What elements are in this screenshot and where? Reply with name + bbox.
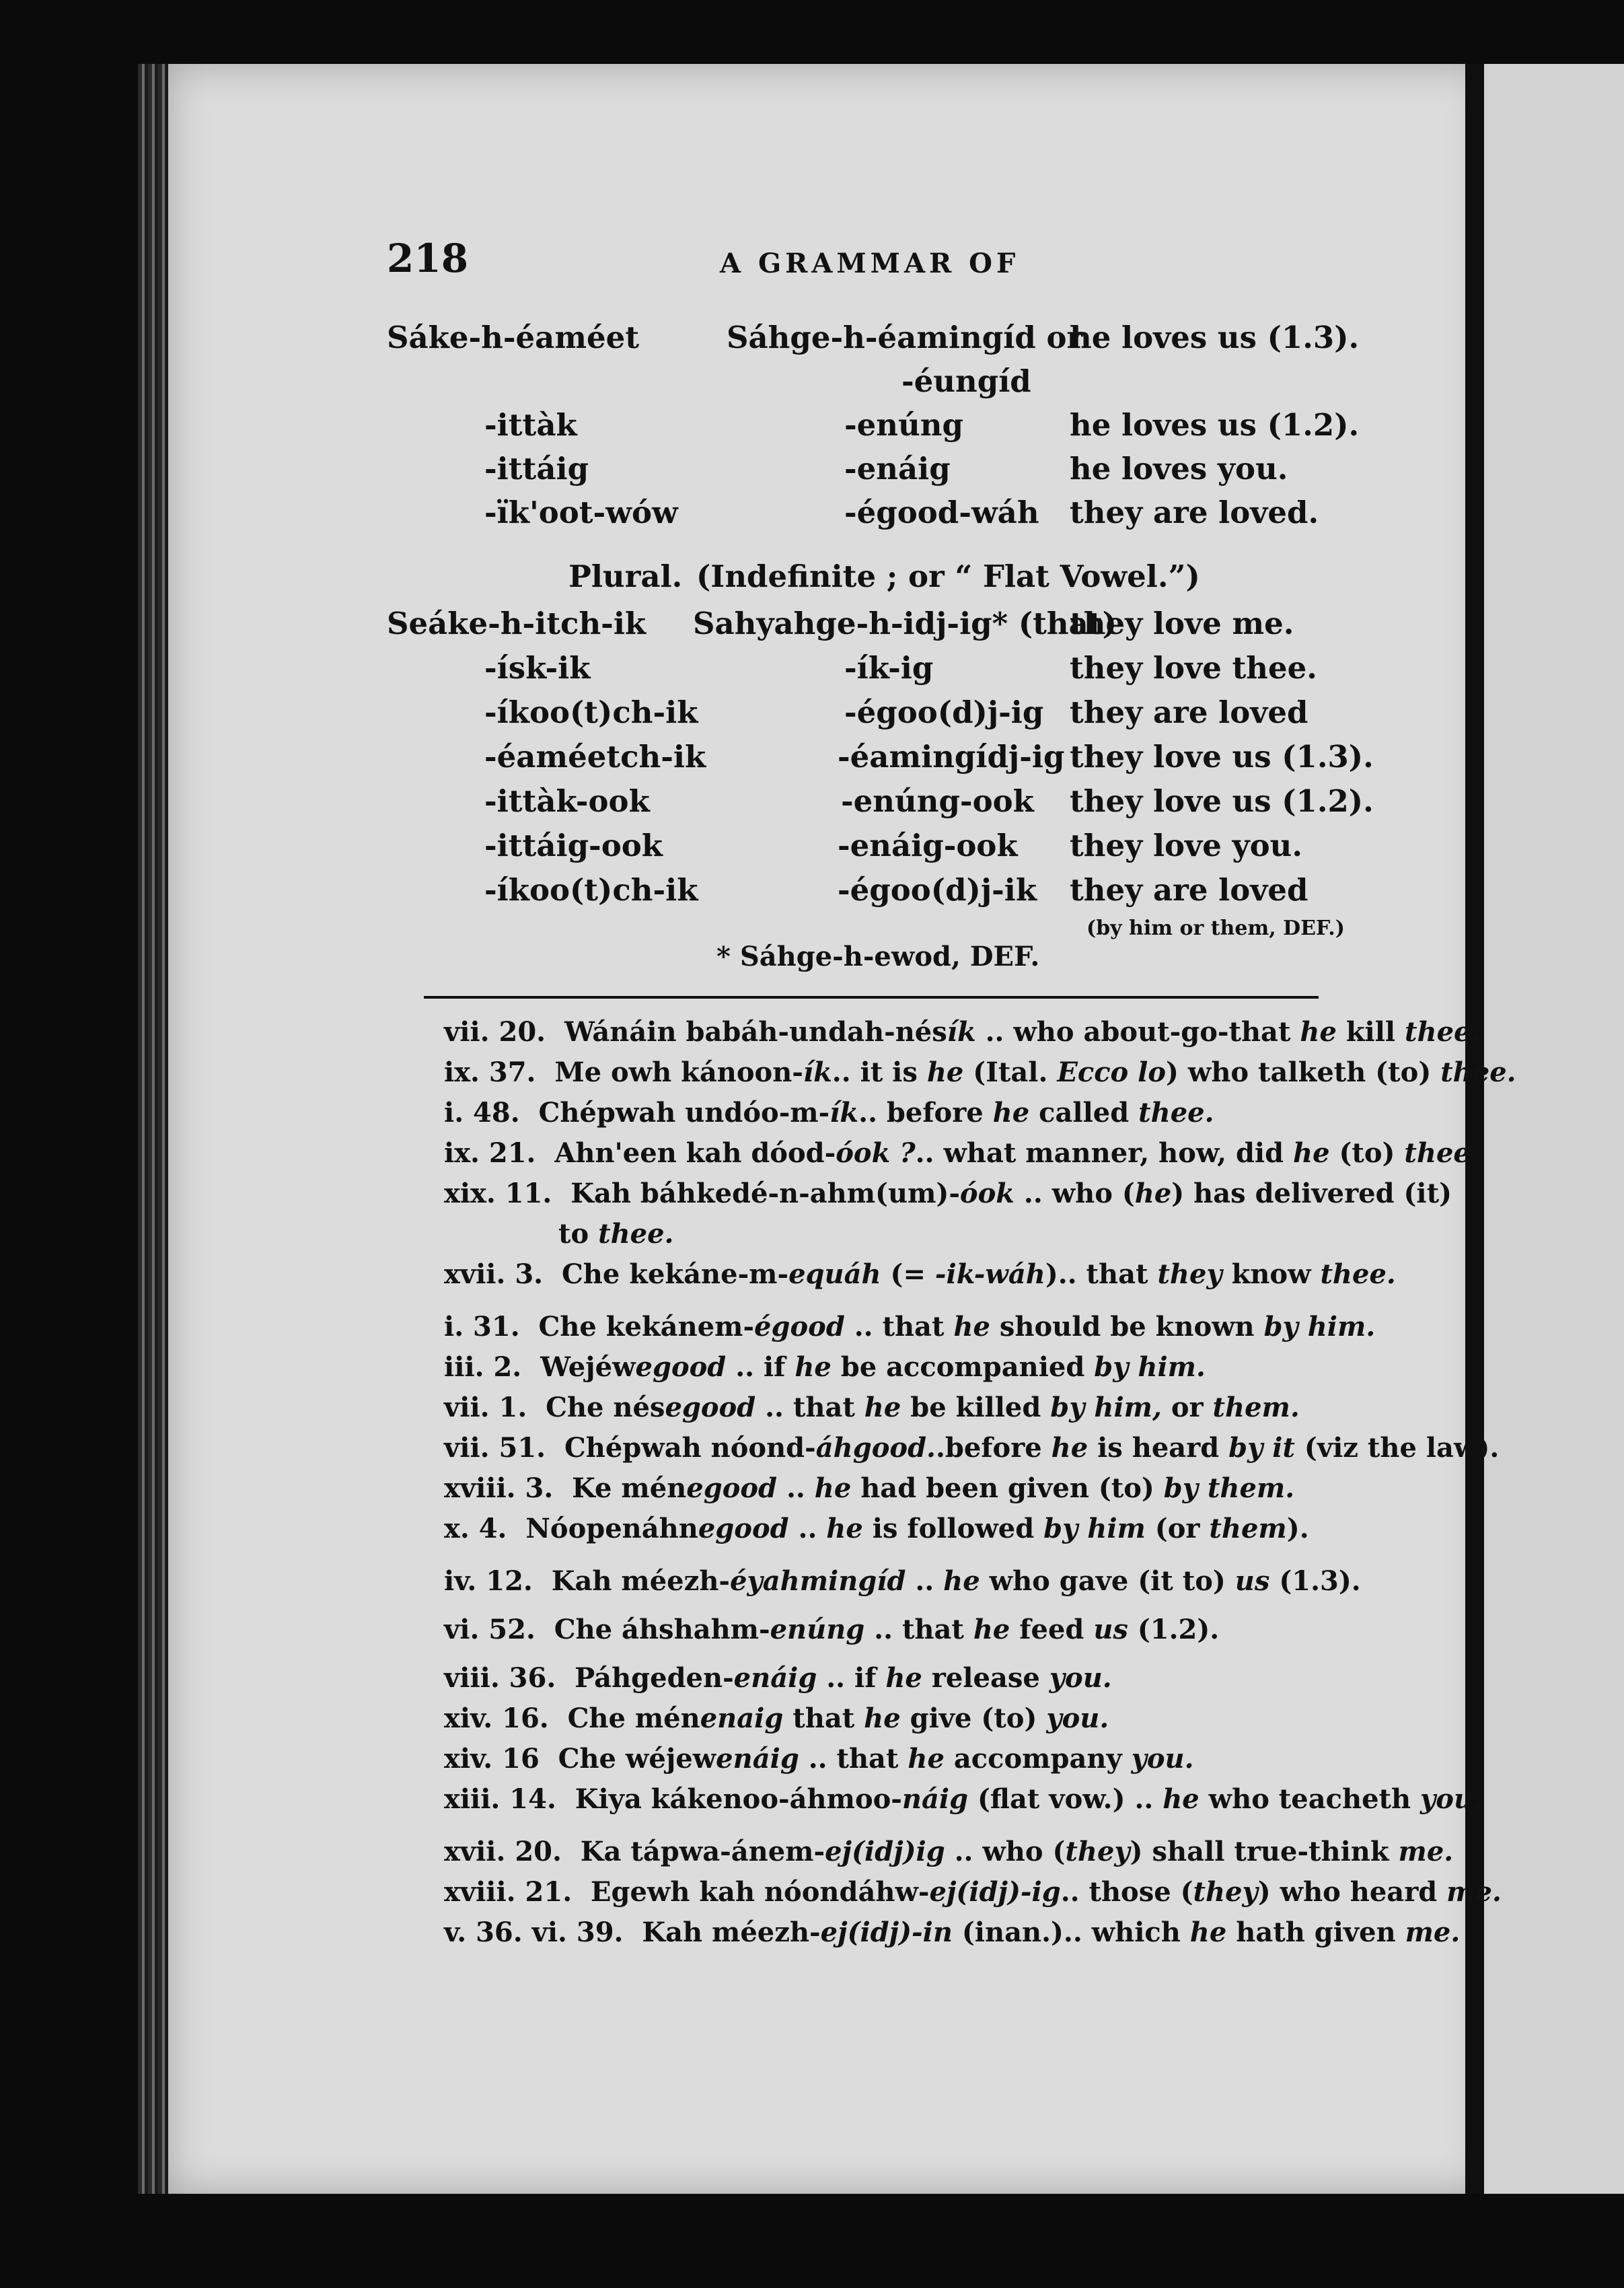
table1-cell: -ïk'oot-wów xyxy=(484,495,678,530)
table1-cell: -ittáig xyxy=(484,451,589,487)
table2-cell: they love me. xyxy=(1070,606,1294,641)
table2-cell: -íkoo(t)ch-ik xyxy=(484,694,698,730)
example-line: to thee. xyxy=(558,1218,674,1250)
table2-cell: -ittàk-ook xyxy=(484,783,650,819)
example-line: ix. 37. Me owh kánoon-ík.. it is he (Ital. Ecco lo) who talketh (to) thee. xyxy=(444,1057,1516,1088)
example-line: iv. 12. Kah méezh-éyahmingíd .. he who gave (it to) us (1.3). xyxy=(444,1565,1361,1597)
example-line: xiii. 14. Kiya kákenoo-áhmoo-náig (flat vow.) .. he who teacheth you. xyxy=(444,1783,1483,1815)
table1-cell: -égood-wáh xyxy=(844,495,1039,530)
table2-cell: -égoo(d)j-ig xyxy=(844,694,1044,730)
example-line: i. 31. Che kekánem-égood .. that he should be known by him. xyxy=(444,1311,1376,1343)
table2-cell: -ittáig-ook xyxy=(484,828,663,863)
table1-cell: he loves us (1.3). xyxy=(1070,320,1360,355)
table2-cell: -íkoo(t)ch-ik xyxy=(484,872,698,908)
example-line: v. 36. vi. 39. Kah méezh-ej(idj)-in (inan.).. which he hath given me. xyxy=(444,1917,1461,1948)
example-line: xiv. 16. Che ménenaig that he give (to) you. xyxy=(444,1703,1109,1734)
example-line: viii. 36. Páhgeden-enáig .. if he release you. xyxy=(444,1662,1112,1694)
table2-cell: Seáke-h-itch-ik xyxy=(387,606,647,641)
table2-cell: -ík-ig xyxy=(844,650,934,686)
example-line: xiv. 16 Che wéjewenáig .. that he accompany you. xyxy=(444,1743,1194,1775)
table1-cell: he loves you. xyxy=(1070,451,1288,487)
example-line: ix. 21. Ahn'een kah dóod-óok ?.. what manner, how, did he (to) thee. xyxy=(444,1137,1480,1169)
table2-cell: they are loved xyxy=(1070,872,1308,908)
table2-cell: they love thee. xyxy=(1070,650,1317,686)
table2-cell: -enáig-ook xyxy=(838,828,1018,863)
example-line: xix. 11. Kah báhkedé-n-ahm(um)-óok .. who (he) has delivered (it) xyxy=(444,1178,1452,1209)
plural-label: Plural. xyxy=(568,559,683,594)
table2-cell: they are loved xyxy=(1070,694,1308,730)
table1-cell: -éungíd xyxy=(901,363,1031,399)
table1-cell: -ittàk xyxy=(484,407,577,443)
book-page xyxy=(168,64,1487,2194)
example-line: xvii. 20. Ka tápwa-ánem-ej(idj)ig .. who (they) shall true-think me. xyxy=(444,1836,1454,1867)
example-line: i. 48. Chépwah undóo-m-ík.. before he called thee. xyxy=(444,1097,1214,1129)
table2-cell: -enúng-ook xyxy=(841,783,1034,819)
example-line: xviii. 21. Egewh kah nóondáhw-ej(idj)-ig.. those (they) who heard me. xyxy=(444,1876,1502,1908)
table1-cell: -enáig xyxy=(844,451,951,487)
example-line: xviii. 3. Ke ménegood .. he had been given (to) by them. xyxy=(444,1472,1295,1504)
table1-cell: Sáke-h-éaméet xyxy=(387,320,639,355)
table1-cell: -enúng xyxy=(844,407,963,443)
example-line: vii. 51. Chépwah nóond-áhgood..before he is heard by it (viz the law). xyxy=(444,1432,1500,1464)
footnote: * Sáhge-h-ewod, DEF. xyxy=(716,941,1040,972)
table2-cell: they love us (1.3). xyxy=(1070,739,1374,775)
table2-note: (by him or them, DEF.) xyxy=(1086,917,1345,940)
table1-cell: they are loved. xyxy=(1070,495,1319,530)
example-line: iii. 2. Wejéwegood .. if he be accompanied by him. xyxy=(444,1351,1206,1383)
running-title: A GRAMMAR OF xyxy=(720,248,1020,279)
table1-cell: Sáhge-h-éamingíd or xyxy=(727,320,1083,355)
example-line: vi. 52. Che áhshahm-enúng .. that he feed us (1.2). xyxy=(444,1614,1220,1645)
table2-cell: -éaméetch-ik xyxy=(484,739,706,775)
facing-page-edge xyxy=(1484,64,1624,2194)
example-line: xvii. 3. Che kekáne-m-equáh (= -ik-wáh).. that they know thee. xyxy=(444,1258,1396,1290)
example-line: vii. 1. Che nésegood .. that he be killed by him, or them. xyxy=(444,1392,1300,1423)
table2-cell: they love you. xyxy=(1070,828,1303,863)
table2-cell: -égoo(d)j-ik xyxy=(838,872,1037,908)
table2-cell: they love us (1.2). xyxy=(1070,783,1374,819)
example-line: x. 4. Nóopenáhnegood .. he is followed by him (or them). xyxy=(444,1513,1309,1544)
section-rule xyxy=(424,996,1319,999)
example-line: vii. 20. Wánáin babáh-undah-nésík .. who about-go-that he kill thee. xyxy=(444,1016,1481,1048)
table2-cell: -ísk-ik xyxy=(484,650,591,686)
table2-cell: -éamingídj-ig xyxy=(838,739,1065,775)
table1-cell: he loves us (1.2). xyxy=(1070,407,1360,443)
plural-note: (Indefinite ; or “ Flat Vowel.”) xyxy=(696,559,1200,594)
page-number: 218 xyxy=(387,236,469,281)
table2-cell: Sahyahge-h-idj-ig* (that) xyxy=(693,606,1117,641)
page-gutter xyxy=(1465,64,1484,2194)
